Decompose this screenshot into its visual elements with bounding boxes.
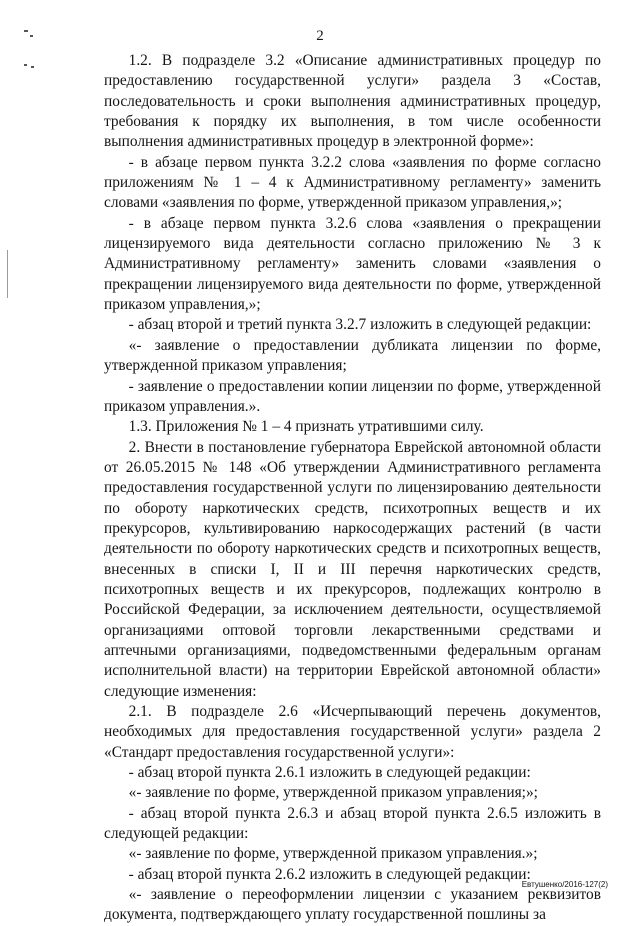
paragraph-2: 2. Внести в постановление губернатора Еврейской автономной области от 26.05.2015 № 148 «Об утверждении Административного регламента предоставления государственной услуги по лицензированию деятельности по обороту наркотических средств, психотропных веществ и их прекурсоров, культивированию наркосодержащих растений (в части деятельности по обороту наркотических средств и психотропных веществ, внесенных в списки I, II и III перечня наркотических средств, психотропных веществ и их прекурсоров, подлежащих контролю в Российской Федерации, за исключением деятельности, осуществляемой организациями оптовой торговли лекарственными средствами и аптечными организациями, подведомственными федеральным органам исполнительной власти) на территории Еврейской автономной области» следующие изменения:	[104, 438, 601, 700]
paragraph-2-6-1-change: - абзац второй пункта 2.6.1 изложить в следующей редакции:	[128, 764, 531, 782]
paragraph-2-6-2-text: «- заявление о переоформлении лицензии с указанием реквизитов документа, подтверждающего уплату государственной пошлины за	[104, 886, 601, 924]
paragraph-3-2-7-change: - абзац второй и третий пункта 3.2.7 изложить в следующей редакции:	[128, 316, 592, 334]
paragraph-3-2-6-change: - в абзаце первом пункта 3.2.6 слова «заявления о прекращении лицензируемого вида деятельности согласно приложению № 3 к Административному регламенту» заменить словами «заявления о прекращении лицензируемого вида деятельности по форме, утвержденной приказом управления,»;	[104, 214, 601, 314]
paragraph-2-6-3-change: - абзац второй пункта 2.6.3 и абзац второй пункта 2.6.5 изложить в следующей редакции:	[104, 804, 601, 843]
paragraph-1-3: 1.3. Приложения № 1 – 4 признать утратившими силу.	[128, 418, 484, 436]
paragraph-duplicate-license: «- заявление о предоставлении дубликата лицензии по форме, утвержденной приказом управления;	[104, 336, 601, 375]
scan-artifact-mark	[31, 66, 34, 68]
paragraph-copy-license: - заявление о предоставлении копии лицензии по форме, утвержденной приказом управления.».	[104, 377, 601, 415]
paragraph-2-6-1-text: «- заявление по форме, утвержденной приказом управления;»;	[128, 784, 538, 802]
document-body	[104, 51, 601, 926]
scan-artifact-line	[7, 250, 8, 298]
scan-artifact-mark	[24, 64, 27, 66]
footer-document-code: Евтушенко/2016-127(2)	[521, 880, 608, 889]
paragraph-2-6-2-change: - абзац второй пункта 2.6.2 изложить в следующей редакции:	[128, 865, 531, 883]
paragraph-1-2: 1.2. В подразделе 3.2 «Описание административных процедур по предоставлению государственной услуги» раздела 3 «Состав, последовательность и сроки выполнения административных процедур, требования к порядку их выполнения, в том числе особенности выполнения административных процедур в электронной форме»:	[104, 52, 601, 151]
page-number: 2	[316, 28, 324, 44]
paragraph-2-6-3-text: «- заявление по форме, утвержденной приказом управления.»;	[128, 845, 538, 863]
paragraph-2-1: 2.1. В подразделе 2.6 «Исчерпывающий перечень документов, необходимых для предоставления государственной услуги» раздела 2 «Стандарт предоставления государственной услуги»:	[104, 703, 601, 761]
paragraph-3-2-2-change: - в абзаце первом пункта 3.2.2 слова «заявления по форме согласно приложениям № 1 – 4 к Административному регламенту» заменить словами «заявления по форме, утвержденной приказом управления,»;	[104, 153, 601, 212]
